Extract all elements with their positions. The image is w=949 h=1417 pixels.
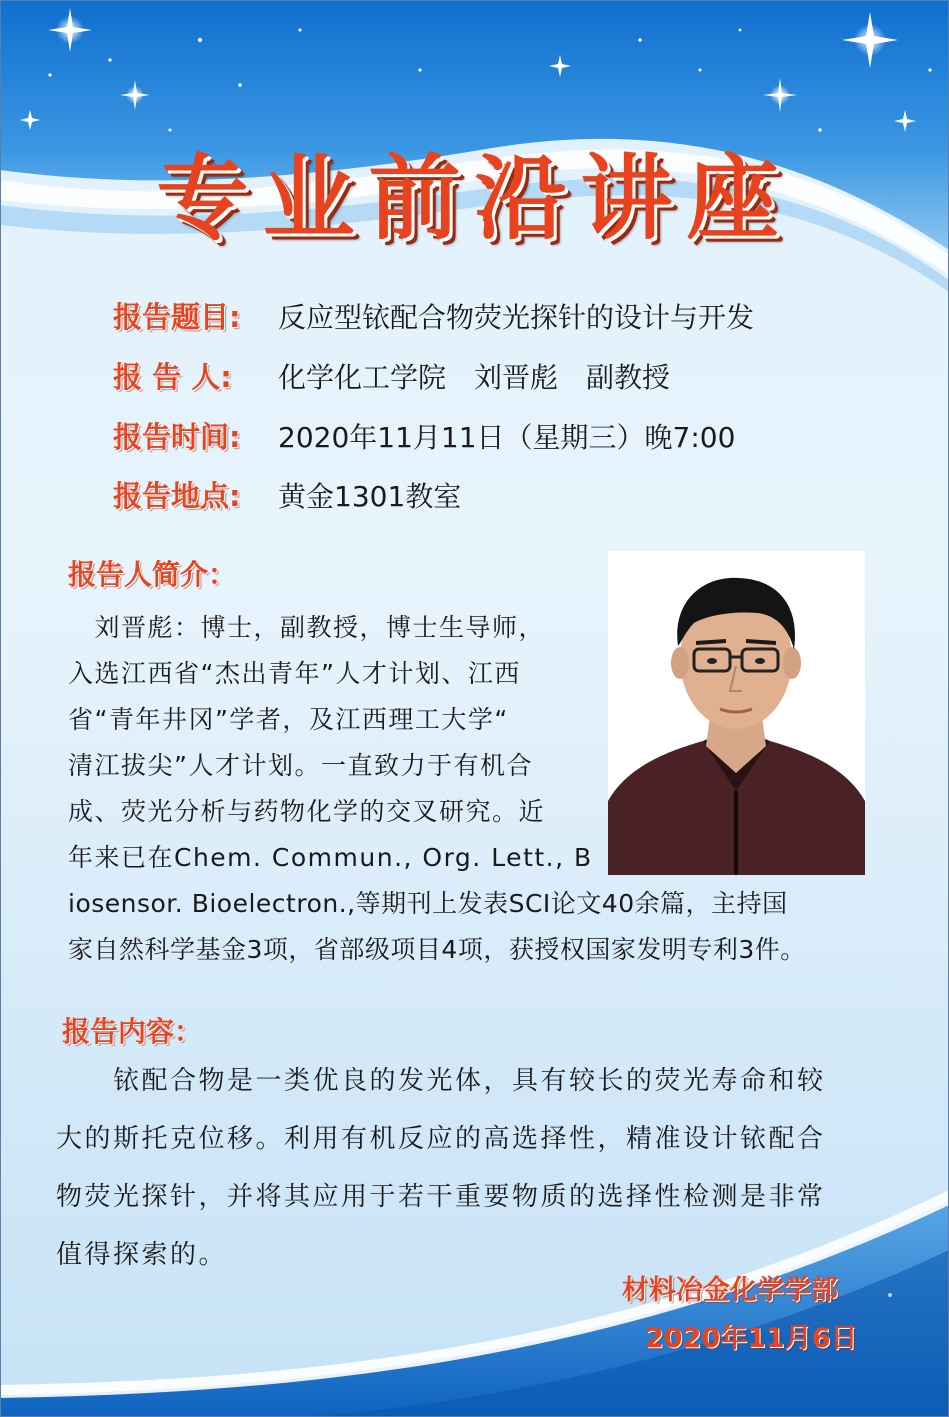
info-speaker-row: [113, 355, 670, 396]
bio-line: 刘晋彪：博士，副教授，博士生导师，: [68, 613, 546, 642]
info-venue-label: 报告地点:: [113, 479, 241, 513]
poster-title: 专业前沿讲座: [156, 145, 793, 252]
bio-line: 清江拔尖”人才计划。一直致力于有机合: [68, 751, 533, 780]
bio-heading: 报告人简介：: [68, 558, 237, 591]
info-topic-label: 报告题目:: [113, 300, 241, 334]
bio-line: 成、荧光分析与药物化学的交叉研究。近: [68, 797, 546, 826]
footer-department: 材料冶金化学学部: [622, 1275, 838, 1306]
speaker-photo: [608, 551, 865, 875]
bio-line: 省“青年井冈”学者，及江西理工大学“: [68, 705, 509, 734]
info-time-row: [113, 415, 735, 456]
info-venue-value: 黄金1301教室: [278, 480, 462, 513]
info-venue-row: [113, 474, 461, 515]
info-speaker-value: 化学化工学院 刘晋彪 副教授: [278, 361, 671, 394]
info-topic-row: [113, 295, 754, 336]
bio-line: 入选江西省“杰出青年”人才计划、江西: [68, 659, 521, 688]
bio-line: 年来已在Chem. Commun., Org. Lett., B: [68, 843, 593, 872]
info-time-label: 报告时间:: [113, 420, 241, 454]
info-time-value: 2020年11月11日（星期三）晚7:00: [278, 421, 736, 454]
bio-line: iosensor. Bioelectron.,等期刊上发表SCI论文40余篇，主持国: [68, 889, 788, 918]
content-heading: 报告内容：: [62, 1015, 203, 1048]
speaker-portrait-icon: [608, 551, 865, 875]
bio-line: 家自然科学基金3项，省部级项目4项，获授权国家发明专利3件。: [68, 935, 806, 964]
content-line: 值得探索的。: [56, 1240, 228, 1270]
info-topic-value: 反应型铱配合物荧光探针的设计与开发: [278, 301, 755, 334]
content-line: 铱配合物是一类优良的发光体，具有较长的荧光寿命和较: [56, 1066, 826, 1096]
footer-date: 2020年11月6日: [645, 1323, 858, 1354]
info-speaker-label: 报 告 人:: [113, 360, 232, 394]
content-line: 大的斯托克位移。利用有机反应的高选择性，精准设计铱配合: [56, 1124, 826, 1154]
content-line: 物荧光探针，并将其应用于若干重要物质的选择性检测是非常: [56, 1182, 826, 1212]
